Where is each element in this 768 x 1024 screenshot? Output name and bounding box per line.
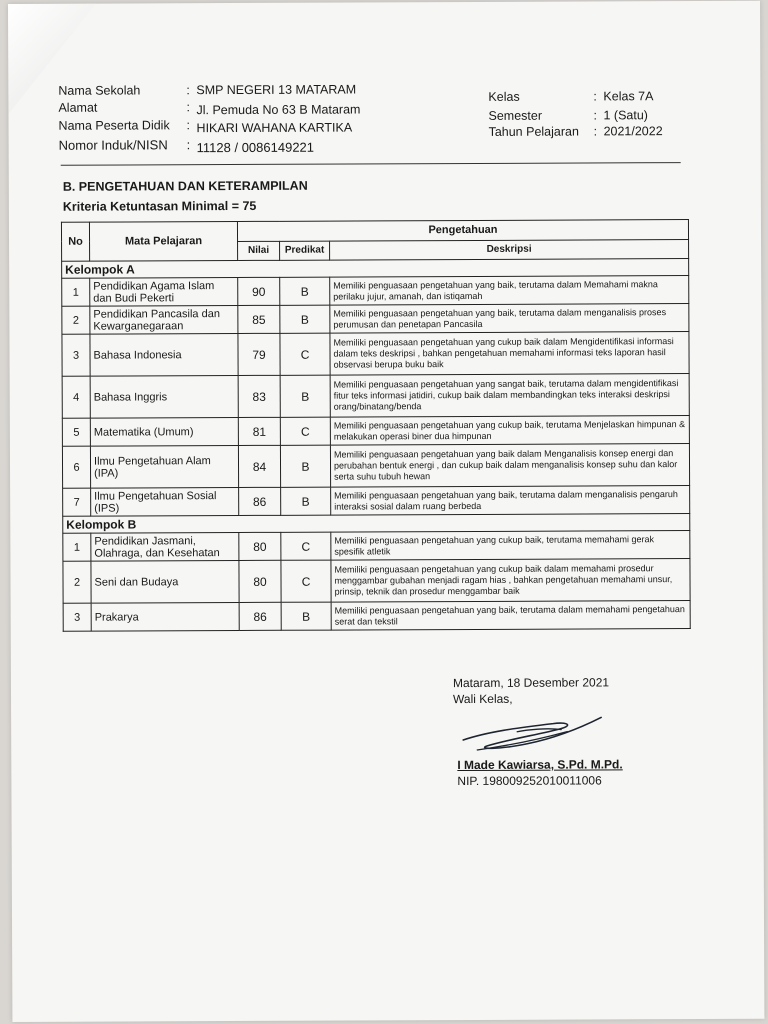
row-predikat: B bbox=[280, 305, 330, 333]
colon: : bbox=[186, 137, 191, 153]
value-kelas: Kelas 7A bbox=[603, 89, 654, 104]
row-predikat: C bbox=[281, 532, 331, 560]
colon: : bbox=[593, 124, 598, 139]
colon: : bbox=[186, 100, 190, 115]
row-deskripsi: Memiliki penguasaan pengetahuan yang cukup baik, terutama Menjelaskan himpunan & melakukan operasi biner dua himpunan bbox=[330, 416, 689, 446]
table-row bbox=[62, 276, 689, 307]
row-no: 7 bbox=[63, 488, 91, 516]
row-no: 2 bbox=[63, 561, 91, 603]
row-deskripsi: Memiliki penguasaan pengetahuan yang baik, terutama dalam menganalisis proses perumusan dan penetapan Pancasila bbox=[330, 304, 689, 334]
section-title: B. PENGETAHUAN DAN KETERAMPILAN bbox=[62, 178, 308, 194]
row-mapel: Pendidikan Agama Islam dan Budi Pekerti bbox=[90, 278, 238, 307]
colon: : bbox=[186, 118, 191, 133]
label-semester: Semester bbox=[488, 108, 543, 123]
row-nilai: 79 bbox=[238, 333, 280, 375]
label-kelas: Kelas bbox=[488, 89, 520, 104]
row-no: 6 bbox=[62, 446, 90, 488]
row-nilai: 81 bbox=[238, 417, 280, 445]
row-no: 1 bbox=[63, 533, 91, 561]
row-mapel: Ilmu Pengetahuan Sosial (IPS) bbox=[91, 487, 239, 516]
label-tahun: Tahun Pelajaran bbox=[488, 124, 579, 139]
row-no: 3 bbox=[63, 603, 91, 631]
row-no: 3 bbox=[62, 334, 90, 376]
row-mapel: Ilmu Pengetahuan Alam (IPA) bbox=[90, 445, 238, 488]
row-deskripsi: Memiliki penguasaan pengetahuan yang cukup baik dalam Mengidentifikasi informasi dalam teks deskripsi , bahkan pengetahuan memahami informasi teks laporan hasil observasi berupa buku baik bbox=[330, 332, 689, 376]
row-deskripsi: Memiliki penguasaan pengetahuan yang sangat baik, terutama dalam mengidentifikasi fitur teks informasi jatidiri, cukup baik dalam membandingkan teks interaksi deskripsi orang/binatang/benda bbox=[330, 374, 689, 418]
signature-block bbox=[453, 675, 609, 706]
row-predikat: B bbox=[280, 445, 330, 487]
table-row bbox=[63, 531, 690, 562]
col-header-no: No bbox=[61, 222, 89, 261]
row-mapel: Pendidikan Pancasila dan Kewarganegaraan bbox=[90, 306, 238, 335]
value-semester: 1 (Satu) bbox=[603, 108, 648, 123]
row-deskripsi: Memiliki penguasaan pengetahuan yang baik dalam Menganalisis konsep energi dan perubahan bentuk energi , dan cukup baik dalam menganalisis konsep suhu dan kalor serta suhu tubuh hewan bbox=[330, 444, 689, 488]
row-deskripsi: Memiliki penguasaan pengetahuan yang baik, terutama dalam menganalisis pengaruh interaksi sosial dalam ruang berbeda bbox=[331, 486, 690, 516]
grades-table bbox=[61, 219, 691, 632]
row-nilai: 84 bbox=[238, 445, 280, 487]
label-alamat: Alamat bbox=[58, 100, 98, 115]
table-row bbox=[62, 374, 689, 419]
handwritten-signature bbox=[457, 709, 607, 756]
col-header-pengetahuan: Pengetahuan bbox=[237, 220, 688, 241]
row-nilai: 86 bbox=[239, 602, 281, 630]
table-row bbox=[63, 601, 690, 632]
row-mapel: Seni dan Budaya bbox=[91, 560, 239, 603]
signer-nip: NIP. 198009252010011006 bbox=[457, 773, 602, 789]
row-predikat: B bbox=[281, 602, 331, 630]
row-nilai: 86 bbox=[239, 487, 281, 515]
row-predikat: B bbox=[280, 277, 330, 305]
divider-line bbox=[61, 162, 681, 166]
place-date: Mataram, 18 Desember 2021 bbox=[452, 675, 610, 691]
row-deskripsi: Memiliki penguasaan pengetahuan yang cukup baik, terutama memahami gerak spesifik atletik bbox=[331, 531, 690, 561]
value-tahun: 2021/2022 bbox=[603, 124, 663, 139]
row-predikat: C bbox=[280, 417, 330, 445]
row-predikat: C bbox=[280, 333, 330, 375]
student-info-header bbox=[58, 81, 678, 156]
label-nomor-induk: Nomor Induk/NISN bbox=[58, 137, 168, 153]
table-row bbox=[62, 304, 689, 335]
row-nilai: 83 bbox=[238, 375, 280, 417]
row-deskripsi: Memiliki penguasaan pengetahuan yang baik, terutama dalam Memahami makna perilaku jujur, amanah, dan istiqamah bbox=[330, 276, 689, 306]
label-nama-sekolah: Nama Sekolah bbox=[58, 83, 141, 98]
table-row bbox=[63, 486, 690, 517]
col-header-deskripsi: Deskripsi bbox=[330, 239, 689, 260]
row-mapel: Bahasa Indonesia bbox=[90, 333, 238, 376]
row-deskripsi: Memiliki penguasaan pengetahuan yang baik, terutama dalam memahami pengetahuan serat dan tekstil bbox=[331, 601, 690, 631]
value-nama-sekolah: SMP NEGERI 13 MATARAM bbox=[196, 82, 357, 98]
colon: : bbox=[186, 83, 190, 98]
row-predikat: C bbox=[281, 560, 331, 602]
table-row bbox=[63, 559, 690, 604]
colon: : bbox=[593, 89, 597, 104]
col-header-nilai: Nilai bbox=[238, 241, 280, 261]
row-nilai: 85 bbox=[238, 305, 280, 333]
row-nilai: 80 bbox=[239, 532, 281, 560]
row-mapel: Bahasa Inggris bbox=[90, 375, 238, 418]
signer-name: I Made Kawiarsa, S.Pd. M.Pd. bbox=[457, 757, 623, 773]
row-no: 2 bbox=[62, 306, 90, 334]
colon: : bbox=[593, 108, 598, 123]
row-no: 1 bbox=[62, 278, 90, 306]
table-row bbox=[62, 416, 689, 447]
row-no: 4 bbox=[62, 376, 90, 418]
table-row bbox=[62, 444, 689, 489]
report-card-page bbox=[8, 1, 764, 1022]
row-mapel: Pendidikan Jasmani, Olahraga, dan Kesehatan bbox=[91, 532, 239, 561]
label-nama-peserta: Nama Peserta Didik bbox=[58, 118, 170, 133]
row-deskripsi: Memiliki penguasaan pengetahuan yang cukup baik dalam memahami prosedur menggambar gubahan menjadi ragam hias , bahkan pengetahuan memahami unsur, prinsip, teknik dan prosedur menggambar baik bbox=[331, 559, 690, 603]
row-nilai: 90 bbox=[238, 277, 280, 305]
row-mapel: Prakarya bbox=[91, 602, 239, 631]
value-alamat: Jl. Pemuda No 63 B Mataram bbox=[196, 102, 361, 118]
kkm-label: Kriteria Ketuntasan Minimal = 75 bbox=[62, 198, 257, 214]
group-b-label: Kelompok B bbox=[63, 514, 690, 534]
row-nilai: 80 bbox=[239, 560, 281, 602]
group-a-label: Kelompok A bbox=[62, 259, 689, 279]
value-nomor-induk: 11128 / 0086149221 bbox=[196, 139, 315, 156]
value-nama-peserta: HIKARI WAHANA KARTIKA bbox=[196, 120, 353, 136]
col-header-predikat: Predikat bbox=[280, 241, 330, 261]
row-no: 5 bbox=[62, 418, 90, 446]
row-mapel: Matematika (Umum) bbox=[90, 417, 238, 446]
table-row bbox=[62, 332, 689, 377]
row-predikat: B bbox=[280, 375, 330, 417]
row-predikat: B bbox=[281, 487, 331, 515]
signer-role: Wali Kelas, bbox=[453, 691, 513, 707]
col-header-mapel: Mata Pelajaran bbox=[89, 222, 237, 262]
